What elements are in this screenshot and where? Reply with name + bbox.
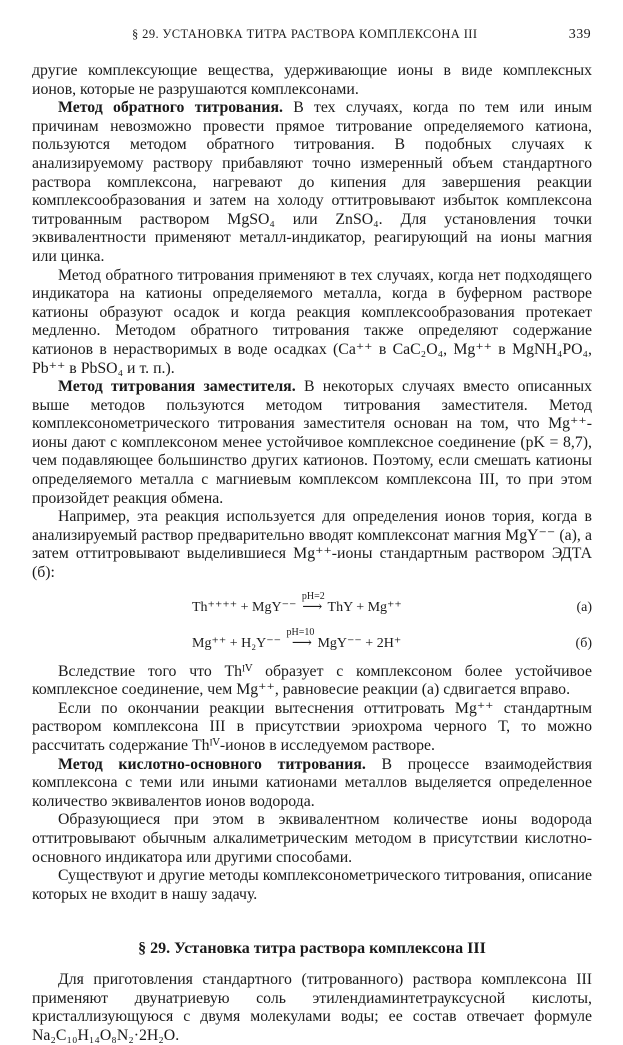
section-heading: § 29. Установка титра раствора комплексона III — [138, 940, 486, 958]
equation-b — [32, 626, 592, 655]
paragraph-continuation: другие комплексующие вещества, удерживающие ионы в виде комплексных ионов, которые не разрушаются комплексонами. — [32, 62, 592, 98]
equation-a-right: ThY + Mg⁺⁺ — [327, 599, 402, 615]
running-header — [32, 24, 597, 44]
paragraph-other-methods: Существуют и другие методы комплексонометрического титрования, описание которых не входит в нашу задачу. — [32, 867, 592, 903]
paragraph-thorium-example: Например, эта реакция используется для определения ионов тория, когда в анализируемый раствор предварительно вводят комплексонат магния MgY⁻⁻ (а), а затем оттитровывают выделившиеся Mg⁺⁺-ионы стандартным раствором ЭДТА (б): — [32, 508, 592, 582]
paragraph-text: В процессе взаимодействия комплексона с теми или иными катионами металлов выделяется определенное количество эквивалентов ионов водорода. — [32, 755, 593, 810]
equation-a-left: Th⁺⁺⁺⁺ + MgY⁻⁻ — [192, 599, 297, 615]
reaction-arrow-icon: ⟶ — [302, 599, 323, 615]
reaction-arrow-icon: ⟶ — [291, 635, 312, 651]
paragraph-calculation: Если по окончании реакции вытеснения оттитровать Mg⁺⁺ стандартным раствором комплексона III в присутствии эриохрома черного Т, то можно рассчитать содержание Thᴵⱽ-ионов в исследуемом растворе. — [32, 699, 592, 754]
equation-a-expression — [192, 590, 402, 619]
equation-a-condition: pH=2 — [301, 590, 325, 602]
paragraph-standard-solution: Для приготовления стандартного (титрованного) раствора комплексона III применяют двунатриевую соль этилендиаминтетрауксусной кислоты, кристаллизующуюся с двумя молекулами воды; ее состав отвечает формуле Na₂C₁₀H₁₄O₈N₂·2H₂O. — [32, 970, 592, 1044]
paragraph-back-titration — [32, 99, 592, 266]
equation-b-left: Mg⁺⁺ + H₂Y⁻⁻ — [192, 635, 282, 651]
equation-b-right: MgY⁻⁻ + 2H⁺ — [317, 635, 402, 651]
equation-a-label: (а) — [576, 599, 592, 615]
paragraph-heading: Метод титрования заместителя. — [58, 378, 296, 396]
paragraph-heading: Метод обратного титрования. — [58, 99, 283, 117]
paragraph-hydrogen-ions: Образующиеся при этом в эквивалентном количестве ионы водорода оттитровывают обычным алкалиметрическим методом в присутствии кислотно-основного индикатора или другими способами. — [32, 811, 592, 866]
equation-b-condition: pH=10 — [286, 626, 315, 638]
paragraph-substitution — [32, 378, 592, 508]
page-body — [32, 62, 592, 1045]
equation-a — [32, 590, 592, 619]
paragraph-acid-base — [32, 756, 592, 812]
paragraph-equilibrium: Вследствие того что Thᴵⱽ образует с комплексоном более устойчивое комплексное соединение, чем Mg⁺⁺, равновесие реакции (а) сдвигается вправо. — [32, 662, 592, 699]
paragraph-text: В тех случаях, когда по тем или иным причинам невозможно провести прямое титрование определяемого катиона, пользуются методом обратного титрования. В подобных случаях к анализируемому раствору прибавляют точно измеренный объем стандартного раствора комплексона, нагревают до кипения для завершения реакции комплексообразования и затем на холоду оттитровывают избыток комплексона титрованным раствором MgSO₄ или ZnSO₄. Для установления точки эквивалентности применяют металл-индикатор, реагирующий на ионы магния или цинка. — [32, 99, 592, 265]
paragraph-text: В некоторых случаях вместо описанных выше методов пользуются методом титрования заместителя. Метод комплексонометрического титрования заместителя основан на том, что Mg⁺⁺-ионы дают с комплексоном менее устойчивое комплексное соединение (pK = 8,7), чем подавляющее большинство других катионов. Поэтому, если смешать катионы определяемого металла с магниевым комплексом комплексона III, то при этом произойдет реакция обмена. — [32, 378, 593, 507]
running-head-title: § 29. УСТАНОВКА ТИТРА РАСТВОРА КОМПЛЕКСОНА III — [132, 27, 478, 41]
paragraph-back-titration-use: Метод обратного титрования применяют в тех случаях, когда нет подходящего индикатора на катионы определяемого металла, когда в буферном растворе катионы образуют осадок и когда реакция комплексообразования протекает медленно. Методом обратного титрования также определяют содержание катионов в нерастворимых в воде осадках (Ca⁺⁺ в CaC₂O₄, Mg⁺⁺ в MgNH₄PO₄, Pb⁺⁺ в PbSO₄ и т. п.). — [32, 266, 592, 377]
page-number: 339 — [568, 27, 591, 42]
paragraph-heading: Метод кислотно-основного титрования. — [58, 755, 366, 773]
equation-b-label: (б) — [575, 635, 592, 651]
equation-b-expression — [192, 626, 402, 655]
